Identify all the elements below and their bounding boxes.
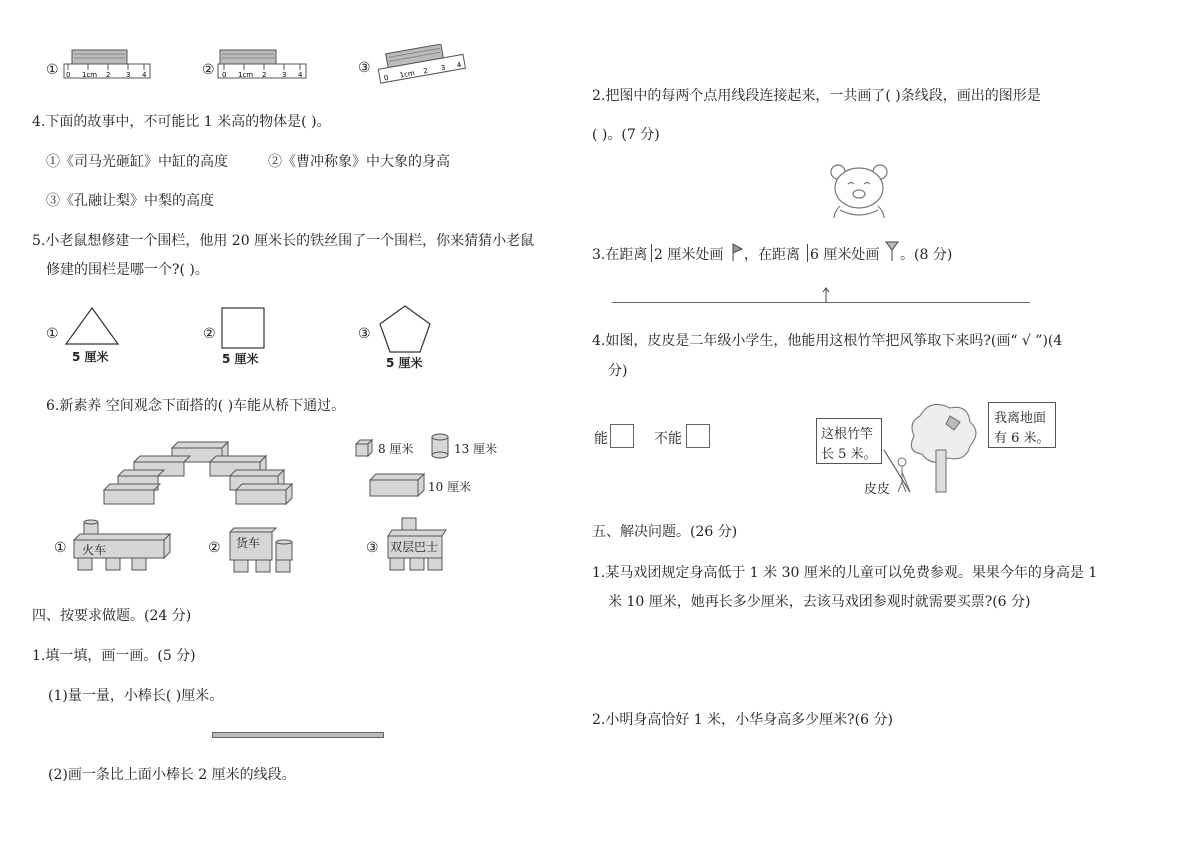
option-can-checkbox[interactable] (610, 424, 634, 448)
option-can-label: 能 (594, 431, 608, 447)
question-5-stem-line2: 修建的围栏是哪一个?( )。 (46, 262, 209, 278)
square-shape (220, 306, 266, 350)
ruler-figure-2 (216, 48, 308, 82)
ruler-tick: 4 (142, 71, 147, 79)
shape-marker-1: ① (46, 326, 59, 342)
pole-bubble-line2: 长 5 米。 (821, 447, 877, 462)
right-q3-part-d: 6 厘米处画 (810, 247, 880, 263)
right-q3-part-e: 。(8 分) (900, 247, 953, 263)
cylinder-height: 13 厘米 (454, 442, 498, 456)
vehicle-marker-2: ② (208, 540, 221, 556)
shape-caption-3: 5 厘米 (386, 356, 423, 370)
vehicle-label-3: 双层巴士 (390, 540, 439, 554)
ruler-tick: 3 (126, 71, 131, 79)
ruler-tick: 0 (222, 71, 227, 79)
small-cube-block (354, 436, 378, 458)
ruler-tick: 3 (282, 71, 287, 79)
bear-face-icon (826, 160, 892, 220)
question-4-stem: 4.下面的故事中，不可能比 1 米高的物体是( )。 (32, 114, 331, 130)
question-4-option-2: ②《曹冲称象》中大象的身高 (268, 154, 450, 170)
section-5-q1-line2: 米 10 厘米，她再长多少厘米，去该马戏团参观时就需要买票?(6 分) (608, 594, 1031, 610)
kite-bubble-line2: 有 6 米。 (994, 431, 1050, 446)
question-4-option-3: ③《孔融让梨》中梨的高度 (46, 193, 214, 209)
stick-to-measure (212, 732, 384, 738)
vehicle-marker-1: ① (54, 540, 67, 556)
ruler-tick: 1cm (82, 71, 98, 79)
long-block-height: 10 厘米 (428, 480, 472, 494)
ruler-tick: 1cm (399, 69, 416, 80)
section-5-q1-line1: 1.某马戏团规定身高低于 1 米 30 厘米的儿童可以免费参观。果果今年的身高是 1 (592, 565, 1098, 581)
right-q4-line2: 分) (608, 363, 628, 379)
pin-icon (884, 240, 900, 262)
long-block (368, 472, 428, 500)
arrow-up-icon (821, 286, 831, 304)
ruler-tick: 0 (383, 73, 390, 83)
question-4-option-1: ①《司马光砸缸》中缸的高度 (46, 154, 228, 170)
shape-caption-2: 5 厘米 (222, 352, 259, 366)
ruler-tick: 1cm (238, 71, 254, 79)
shape-marker-2: ② (203, 326, 216, 342)
right-q2-line2: ( )。(7 分) (592, 127, 660, 143)
right-q2-line1: 2.把图中的每两个点用线段连接起来，一共画了( )条线段，画出的图形是 (592, 88, 1041, 104)
flag-icon (730, 242, 744, 262)
right-q3-part-a: 3.在距离 (592, 247, 648, 263)
section-4-q1-part2: (2)画一条比上面小棒长 2 厘米的线段。 (48, 767, 296, 783)
pole-bubble-line1: 这根竹竿 (821, 427, 874, 442)
pole-speech-bubble (816, 418, 882, 464)
ruler-tick: 2 (422, 66, 429, 76)
ruler-mark-b (807, 244, 808, 262)
section-5-q2: 2.小明身高恰好 1 米，小华身高多少厘米?(6 分) (592, 712, 893, 728)
section-4-q1-title: 1.填一填，画一画。(5 分) (32, 648, 196, 664)
ruler-marker-1: ① (46, 62, 59, 78)
shape-marker-3: ③ (358, 326, 371, 342)
question-5-stem-line1: 5.小老鼠想修建一个围栏，他用 20 厘米长的铁丝围了一个围栏，你来猜猜小老鼠 (32, 233, 535, 249)
pentagon-shape (378, 304, 432, 354)
ruler-tick: 3 (440, 63, 447, 73)
vehicle-label-2: 货车 (236, 536, 261, 550)
option-cannot-label: 不能 (654, 431, 682, 447)
ruler-tick: 2 (106, 71, 111, 79)
shape-caption-1: 5 厘米 (72, 350, 109, 364)
ruler-tick: 4 (298, 71, 303, 79)
ruler-marker-3: ③ (358, 60, 371, 76)
ruler-figure-3 (374, 44, 466, 86)
ruler-tick: 4 (456, 60, 462, 70)
vehicle-label-1: 火车 (82, 543, 107, 557)
ruler-mark-a (651, 244, 652, 262)
cylinder-block (430, 432, 452, 460)
question-6-stem: 6.新素养 空间观念下面搭的( )车能从桥下通过。 (46, 398, 346, 414)
vehicle-marker-3: ③ (366, 540, 379, 556)
option-cannot-checkbox[interactable] (686, 424, 710, 448)
ruler-marker-2: ② (202, 62, 215, 78)
ruler-tick: 2 (262, 71, 267, 79)
ruler-tick: 0 (66, 71, 71, 79)
character-name-pipi: 皮皮 (864, 482, 891, 497)
triangle-shape (64, 306, 120, 346)
kite-speech-bubble (988, 402, 1056, 448)
kite-bubble-line1: 我离地面 (994, 411, 1047, 426)
section-5-heading: 五、解决问题。(26 分) (592, 524, 738, 540)
right-q3-part-b: 2 厘米处画 (654, 247, 724, 263)
small-cube-height: 8 厘米 (378, 442, 414, 456)
ruler-figure-1 (62, 48, 152, 82)
tree-and-kite-illustration (880, 396, 990, 496)
right-q4-line1: 4.如图，皮皮是二年级小学生，他能用这根竹竿把风筝取下来吗?(画“ √ ”)(4 (592, 333, 1063, 349)
section-4-heading: 四、按要求做题。(24 分) (32, 608, 192, 624)
right-q3-part-c: ，在距离 (744, 247, 800, 263)
section-4-q1-part1: (1)量一量，小棒长( )厘米。 (48, 688, 224, 704)
block-bridge (100, 438, 296, 506)
